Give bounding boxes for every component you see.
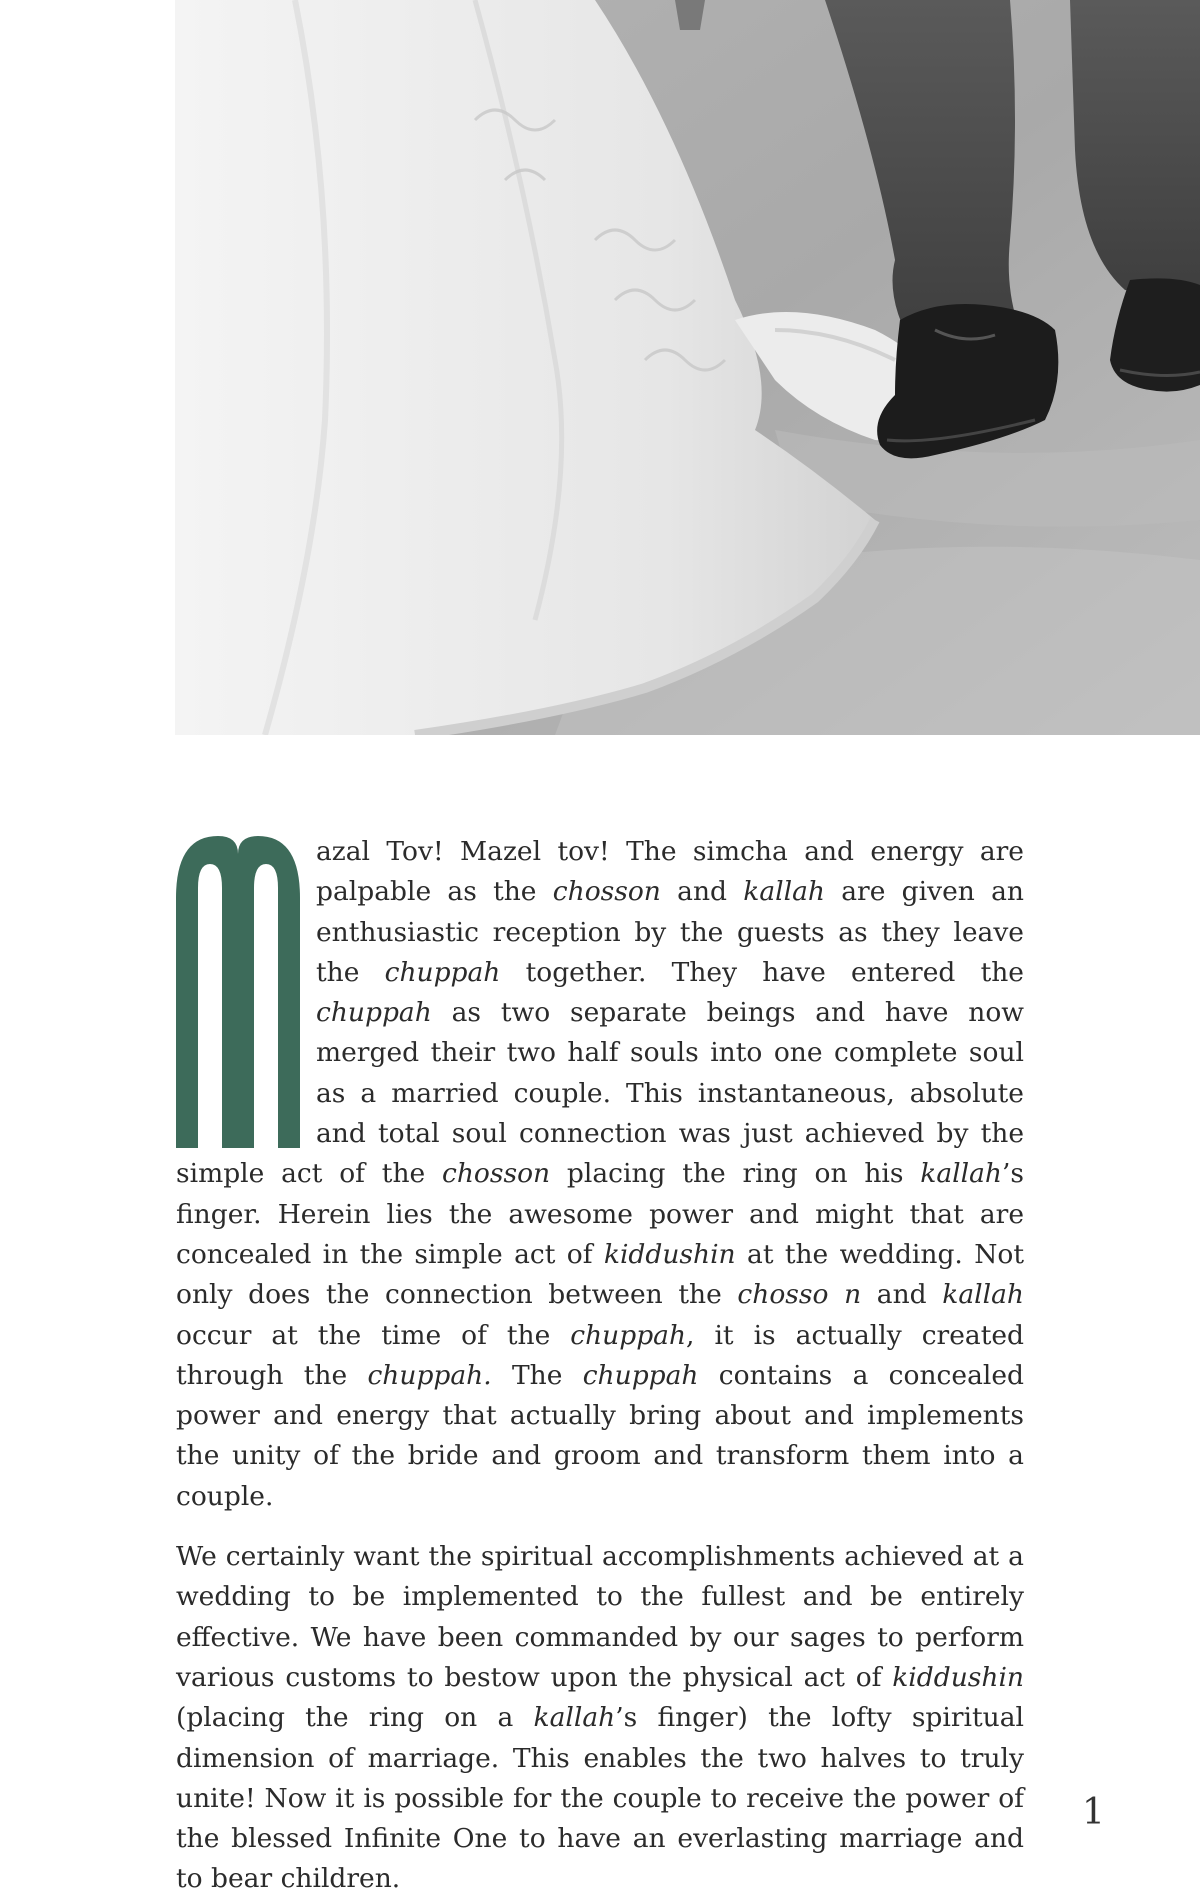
article-body: [176, 832, 1024, 1900]
dropcap-m: [176, 836, 300, 1148]
italic-term: chosson: [442, 1158, 551, 1190]
text-run: The: [491, 1359, 583, 1391]
italic-term: chuppah: [316, 997, 432, 1029]
italic-term: chuppah: [570, 1319, 687, 1351]
italic-term: kallah: [942, 1279, 1024, 1311]
italic-term: kallah: [920, 1158, 1002, 1190]
dropcap-letter: [176, 1148, 177, 1149]
text-run: We certainly want the spiritual accomplishments achieved at a wedding to be implemented to the fullest and be entirely effective. We have been commanded by our sages to perform various customs to bestow upon the physical act of: [176, 1541, 1024, 1693]
italic-term: chuppah: [582, 1359, 699, 1391]
dropcap-m-icon: [176, 836, 300, 1148]
italic-term: kiddushin: [603, 1238, 736, 1270]
text-run: and: [660, 876, 744, 908]
text-run: ’s finger) the lofty spiritual dimension of marriage. This enables the two halves to truly unite! Now it is possible for the couple to receive the power of the blessed Infinite One to have an everlasting marriage and to bear children.: [176, 1702, 1025, 1895]
text-run: and: [861, 1279, 943, 1311]
text-run: together. They have entered the: [500, 956, 1024, 988]
text-run: occur at the time of the: [176, 1319, 571, 1351]
italic-term: kallah: [743, 876, 825, 908]
text-run: as two separate beings and have now merged their two half souls into one complete soul as a married couple. This instantaneous, absolute and total soul connection was just achieved by the simple act of the: [176, 997, 1024, 1190]
italic-term: chuppah.: [367, 1359, 492, 1391]
text-run: azal Tov! Mazel tov! The simcha and energy are palpable as the: [316, 836, 1024, 908]
text-run: placing the ring on his: [550, 1158, 921, 1190]
wedding-glass-breaking-photo-icon: [175, 0, 1200, 735]
paragraph-2: [176, 1537, 1024, 1900]
wedding-photo: [175, 0, 1200, 735]
italic-term: chuppah: [384, 956, 501, 988]
italic-term: kiddushin: [892, 1661, 1024, 1693]
page-number: 1: [1082, 1792, 1105, 1833]
text-run: , it is actually created through the: [176, 1319, 1024, 1391]
paragraph-1: [176, 832, 1024, 1517]
italic-term: chosso n: [737, 1279, 862, 1311]
text-run: are given an enthusiastic reception by the guests as they leave the: [316, 876, 1024, 988]
text-run: contains a concealed power and energy that actually bring about and implements the unity of the bride and groom and transform them into a couple.: [176, 1359, 1024, 1512]
italic-term: kallah: [533, 1702, 616, 1734]
italic-term: chosson: [552, 876, 661, 908]
text-run: ’s finger. Herein lies the awesome power and might that are concealed in the simple act of: [176, 1158, 1024, 1270]
text-run: at the wedding. Not only does the connection between the: [176, 1238, 1025, 1311]
text-run: (placing the ring on a: [176, 1702, 534, 1734]
